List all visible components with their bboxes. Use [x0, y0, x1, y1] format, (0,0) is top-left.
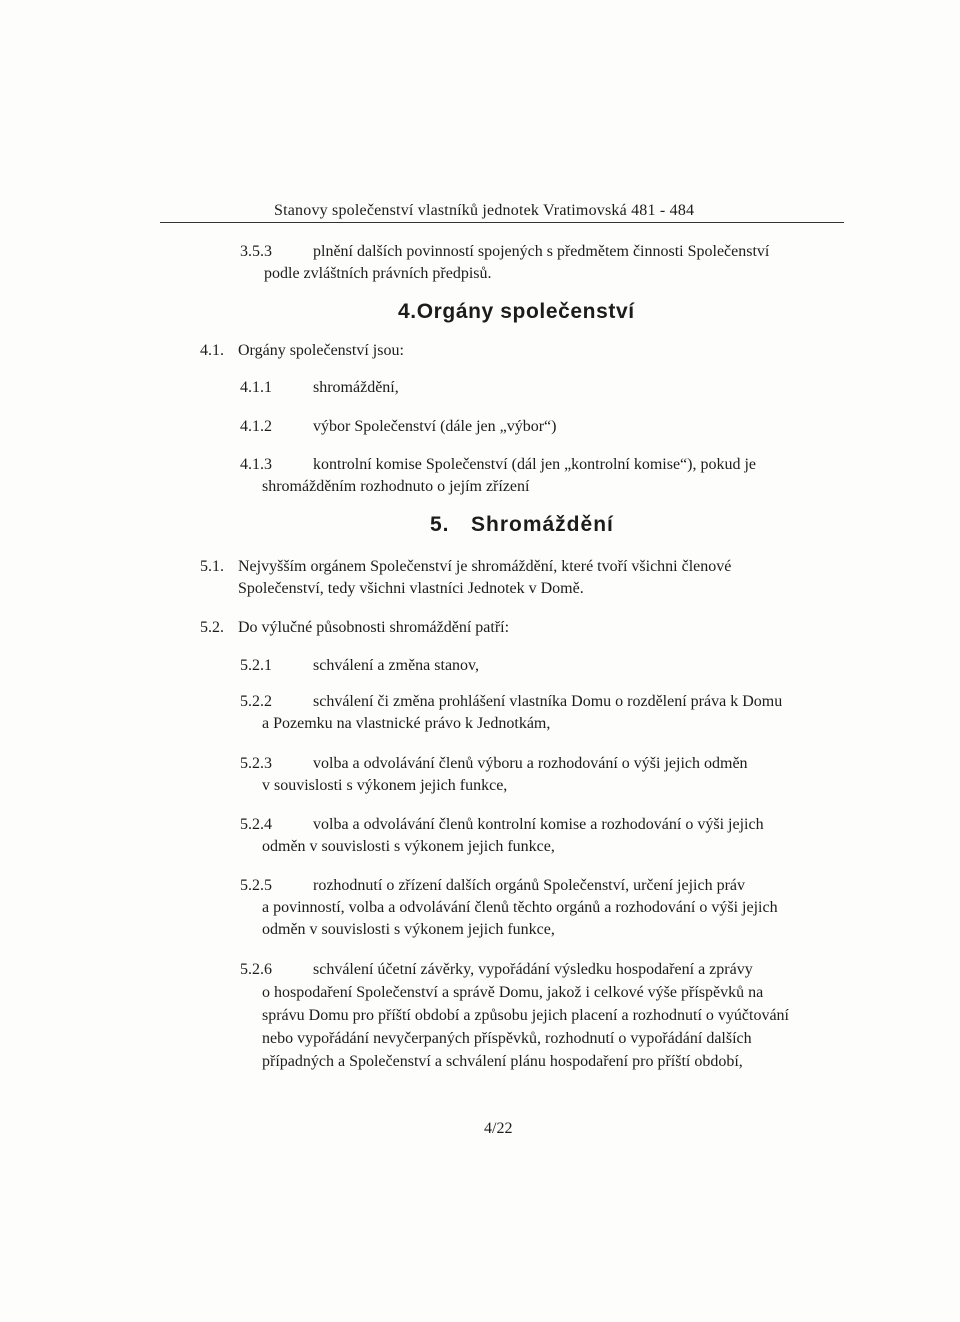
item-5-2-2-line1: schválení či změna prohlášení vlastníka Domu o rozdělení práva k Domu [313, 693, 783, 710]
item-number-5-2-2: 5.2.2 [240, 693, 272, 710]
item-5-2-6-line3: správu Domu pro příští období a způsobu jejich placení a rozhodnutí o vyúčtování [262, 1007, 789, 1024]
item-4-1-2-text: výbor Společenství (dále jen „výbor“) [313, 418, 557, 435]
item-4-1-1-text: shromáždění, [313, 379, 399, 396]
item-5-2-6-line2: o hospodaření Společenství a správě Domu, jakož i celkové výše příspěvků na [262, 984, 764, 1001]
item-3-5-3-line1 [313, 242, 841, 262]
item-5-2-5-line1: rozhodnutí o zřízení dalších orgánů Společenství, určení jejich práv [313, 877, 746, 894]
item-number-4-1-1: 4.1.1 [240, 379, 272, 396]
item-number-4-1-2: 4.1.2 [240, 418, 272, 435]
item-5-2-3-line2: v souvislosti s výkonem jejich funkce, [262, 777, 508, 794]
para-5-1-line1: Nejvyšším orgánem Společenství je shromáždění, které tvoří všichni členové [238, 558, 732, 575]
item-number-5-2-3: 5.2.3 [240, 755, 272, 772]
item-4-1-3-line2: shromážděním rozhodnuto o jejím zřízení [262, 478, 530, 495]
item-5-2-6-line4: nebo vypořádání nevyčerpaných příspěvků, rozhodnutí o vypořádání dalších [262, 1030, 752, 1047]
para-number-5-2: 5.2. [200, 619, 224, 636]
item-5-2-4-line2: odměn v souvislosti s výkonem jejich funkce, [262, 838, 555, 855]
item-3-5-3-line2: podle zvláštních právních předpisů. [264, 265, 492, 282]
para-5-2-text: Do výlučné působnosti shromáždění patří: [238, 619, 510, 636]
item-5-2-3-line1: volba a odvolávání členů výboru a rozhodování o výši jejich odměn [313, 755, 748, 772]
item-5-2-6-line1: schválení účetní závěrky, vypořádání výsledku hospodaření a zprávy [313, 961, 753, 978]
item-number-4-1-3: 4.1.3 [240, 456, 272, 473]
item-number-5-2-5: 5.2.5 [240, 877, 272, 894]
para-number-5-1: 5.1. [200, 558, 224, 575]
item-5-2-4-line1: volba a odvolávání členů kontrolní komise a rozhodování o výši jejich [313, 816, 764, 833]
item-number-3-5-3: 3.5.3 [240, 243, 272, 260]
para-5-1-line2: Společenství, tedy všichni vlastníci Jednotek v Domě. [238, 580, 584, 597]
item-5-2-1-line1: schválení a změna stanov, [313, 657, 480, 674]
para-4-1-text: Orgány společenství jsou: [238, 342, 404, 359]
item-5-2-2-line2: a Pozemku na vlastnické právo k Jednotkám, [262, 715, 551, 732]
item-4-1-3-line1: kontrolní komise Společenství (dál jen „kontrolní komise“), pokud je [313, 456, 757, 473]
item-number-5-2-6: 5.2.6 [240, 961, 272, 978]
section-5-heading-title: Shromáždění [471, 513, 614, 536]
para-number-4-1: 4.1. [200, 342, 224, 359]
item-5-2-5-line2: a povinností, volba a odvolávání členů těchto orgánů a rozhodování o výši jejich [262, 899, 778, 916]
document-header: Stanovy společenství vlastníků jednotek Vratimovská 481 - 484 [274, 202, 695, 219]
page-number: 4/22 [484, 1120, 513, 1137]
item-number-5-2-1: 5.2.1 [240, 657, 272, 674]
section-5-heading-number: 5. [430, 513, 450, 536]
item-5-2-5-line3: odměn v souvislosti s výkonem jejich funkce, [262, 921, 555, 938]
section-4-heading: 4.Orgány společenství [398, 300, 635, 323]
item-number-5-2-4: 5.2.4 [240, 816, 272, 833]
item-5-2-6-line5: případných a Společenství a schválení plánu hospodaření pro příští období, [262, 1053, 743, 1070]
header-divider [160, 222, 844, 223]
item-3-5-3-text: plnění dalších povinností spojených s předmětem činnosti Společenství [313, 243, 770, 260]
